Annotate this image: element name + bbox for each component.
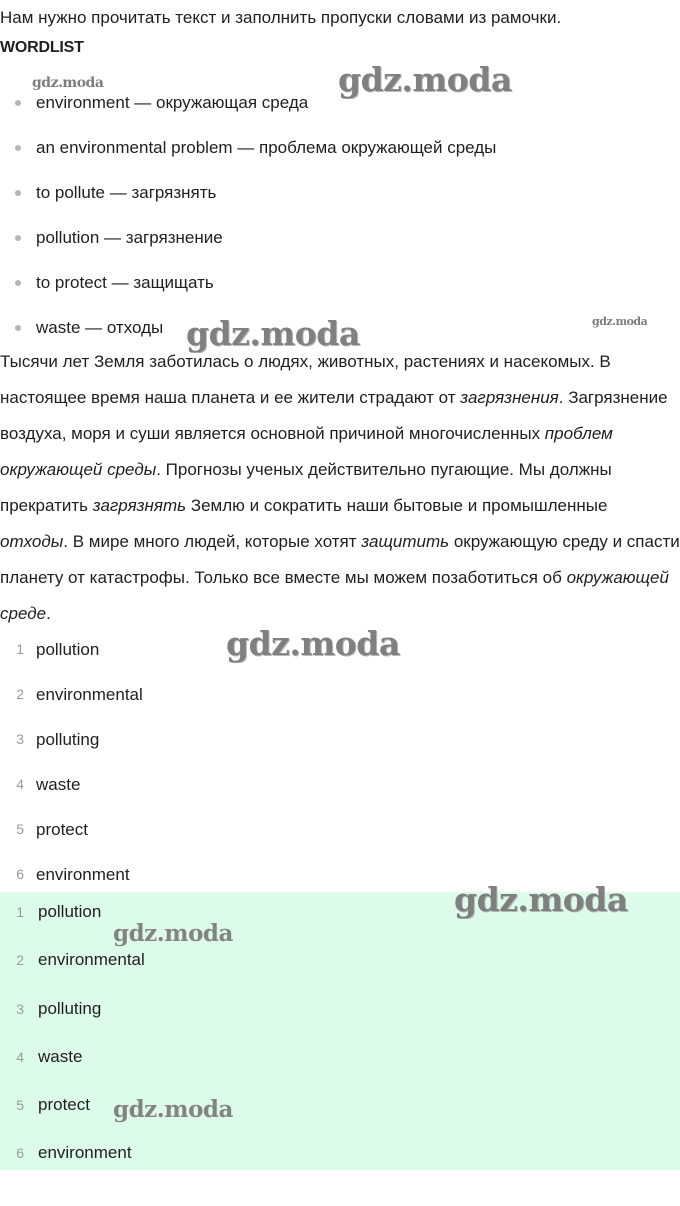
answer-list	[0, 627, 143, 897]
bullet-icon	[15, 325, 21, 331]
paragraph-text: Тысячи лет Земля заботилась о людях, животных, растениях и насекомых. В настоящее время наша планета и ее жители страдают от	[0, 352, 611, 407]
list-item-number: 2	[16, 952, 24, 969]
list-item-number: 3	[16, 731, 24, 747]
list-item-word: pollution	[36, 640, 100, 659]
highlighted-word: загрязнять	[92, 496, 187, 515]
list-item-word: pollution	[38, 902, 102, 921]
wordlist-item-text: to protect — защищать	[36, 273, 214, 292]
translated-paragraph	[0, 344, 680, 632]
list-item-word: environment	[36, 865, 130, 884]
list-item-number: 6	[16, 1145, 24, 1162]
bullet-icon	[15, 235, 21, 241]
list-item-number: 6	[16, 866, 24, 882]
bullet-icon	[15, 145, 21, 151]
watermark-logo: gdz.moda	[186, 314, 360, 353]
list-item-number: 4	[16, 1048, 24, 1065]
list-item-word: protect	[36, 820, 88, 839]
list-item-number: 1	[16, 904, 24, 920]
list-item	[0, 672, 143, 717]
watermark-logo: gdz.moda	[454, 880, 628, 919]
highlighted-word: окружающей среде	[0, 568, 669, 623]
highlighted-word: загрязнения	[460, 388, 559, 407]
list-item	[0, 627, 143, 672]
wordlist-item	[0, 215, 496, 260]
list-item	[0, 807, 143, 852]
list-item-word: environmental	[38, 950, 145, 970]
wordlist	[0, 80, 496, 350]
list-item-word: waste	[36, 775, 81, 794]
watermark-logo: gdz.moda	[338, 60, 512, 99]
highlighted-word: отходы	[0, 532, 64, 551]
bullet-icon	[15, 190, 21, 196]
list-item-number: 2	[16, 686, 24, 702]
paragraph-text: . Прогнозы ученых действительно пугающие. Мы должны прекратить	[0, 460, 612, 515]
list-item	[0, 762, 143, 807]
paragraph-text: Землю и сократить наши бытовые и промышленные	[186, 496, 608, 515]
wordlist-item-text: environment — окружающая среда	[36, 93, 309, 112]
list-item-number: 3	[16, 1000, 24, 1017]
list-item-number: 4	[16, 776, 24, 792]
highlighted-word: защитить	[361, 532, 450, 551]
paragraph-text: окружающую среду и спасти планету от катастрофы. Только все вместе мы можем позаботиться об	[0, 532, 680, 587]
list-item-number: 5	[16, 1097, 24, 1114]
paragraph-text: . Загрязнение воздуха, моря и суши является основной причиной многочисленных	[0, 388, 668, 443]
list-item-word: environmental	[36, 685, 143, 704]
paragraph-text: . В мире много людей, которые хотят	[63, 532, 362, 551]
list-item	[0, 985, 145, 1033]
list-item-word: waste	[38, 1046, 83, 1066]
watermark-logo: gdz.moda	[226, 624, 400, 663]
list-item	[0, 717, 143, 762]
list-item	[0, 1033, 145, 1081]
list-item-word: polluting	[36, 730, 100, 749]
list-item-word: polluting	[38, 998, 102, 1018]
watermark-logo: gdz.moda	[592, 315, 648, 328]
wordlist-item-text: pollution — загрязнение	[36, 228, 223, 247]
watermark-logo: gdz.moda	[113, 920, 233, 947]
wordlist-item	[0, 260, 496, 305]
wordlist-item	[0, 170, 496, 215]
watermark-logo: gdz.moda	[32, 75, 104, 91]
bullet-icon	[15, 280, 21, 286]
paragraph-text: .	[46, 604, 51, 623]
wordlist-heading: WORDLIST	[0, 39, 84, 56]
list-item	[0, 1129, 145, 1177]
bullet-icon	[15, 100, 21, 106]
wordlist-item-text: to pollute — загрязнять	[36, 183, 217, 202]
task-instruction: Нам нужно прочитать текст и заполнить пропуски словами из рамочки.	[0, 8, 562, 27]
wordlist-item-text: an environmental problem — проблема окружающей среды	[36, 138, 497, 157]
list-item-number: 1	[16, 641, 24, 657]
wordlist-item-text: waste — отходы	[36, 318, 164, 337]
list-item-number: 5	[16, 821, 24, 837]
wordlist-item	[0, 125, 496, 170]
highlighted-word: проблем окружающей среды	[0, 424, 613, 479]
list-item-word: environment	[38, 1143, 132, 1163]
watermark-logo: gdz.moda	[113, 1096, 233, 1123]
list-item-word: protect	[38, 1095, 90, 1115]
